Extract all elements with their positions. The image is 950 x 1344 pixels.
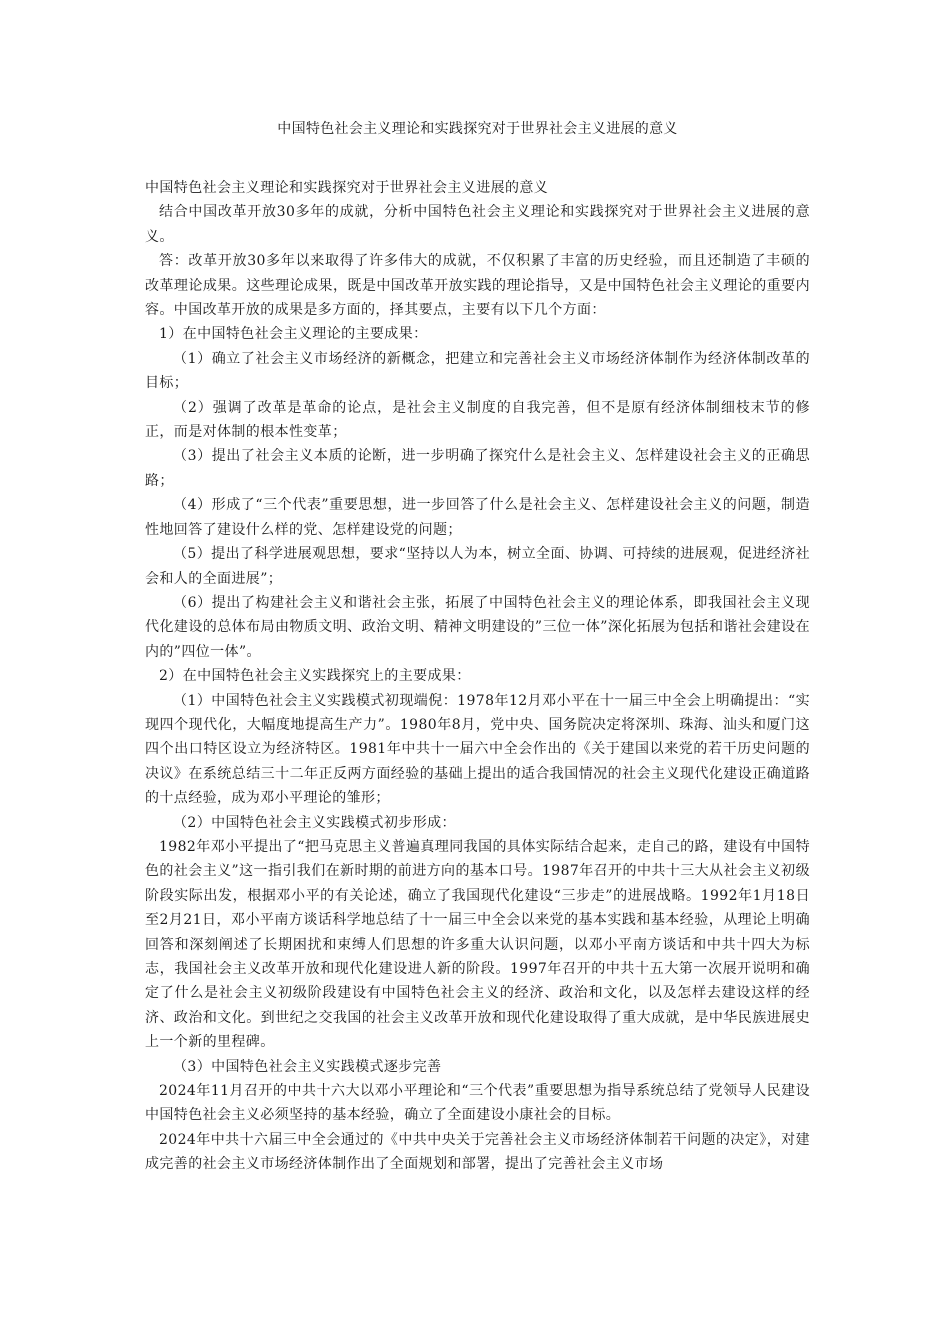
document-heading: 中国特色社会主义理论和实践探究对于世界社会主义进展的意义 (145, 180, 549, 196)
section1-item: （5）提出了科学进展观思想，要求“坚持以人为本，树立全面、协调、可持续的进展观，促进经济社会和人的全面进展”； (145, 546, 810, 587)
section2-heading: 2）在中国特色社会主义实践探究上的主要成果： (159, 668, 471, 685)
section2-item-2-heading: （2）中国特色社会主义实践模式初步形成： (173, 814, 456, 831)
section1-item: （6）提出了构建社会主义和谐社会主张，拓展了中国特色社会主义的理论体系，即我国社会主义现代化建设的总体布局由物质文明、政治文明、精神文明建设的”三位一体”深化拓展为包括和谐社会建设在内的”四位一体”。 (145, 594, 810, 660)
section2-item-3-paragraph: 2024年中共十六届三中全会通过的《中共中央关于完善社会主义市场经济体制若干问题的决定》，对建成完善的社会主义市场经济体制作出了全面规划和部署，提出了完善社会主义市场 (145, 1131, 810, 1173)
section2-item-2-body: 1982年邓小平提出了“把马克思主义普遍真理同我国的具体实际结合起来，走自己的路，建设有中国特色的社会主义”这一指引我们在新时期的前进方向的基本口号。1987年召开的中共十三大从社会主义初级阶段实际出发，根据邓小平的有关论述，确立了我国现代化建设“三步走”的进展战略。1992年1月18日至2月21日，邓小平南方谈话科学地总结了十一届三中全会以来党的基本实践和基本经验，从理论上明确回答和深刻阐述了长期困扰和束缚人们思想的许多重大认识问题，以邓小平南方谈话和中共十四大为标志，我国社会主义改革开放和现代化建设进人新的阶段。1997年召开的中共十五大第一次展开说明和确定了什么是社会主义初级阶段建设有中国特色社会主义的经济、政治和文化，以及怎样去建设这样的经济、政治和文化。到世纪之交我国的社会主义改革开放和现代化建设取得了重大成就，是中华民族进展史上一个新的里程碑。 (145, 838, 810, 1051)
section1-item: （3）提出了社会主义本质的论断，进一步明确了探究什么是社会主义、怎样建设社会主义的正确思路； (145, 448, 810, 489)
answer-intro-paragraph: 答：改革开放30多年以来取得了许多伟大的成就，不仅积累了丰富的历史经验，而且还制造了丰硕的改革理论成果。这些理论成果，既是中国改革开放实践的理论指导，又是中国特色社会主义理论的重要内容。中国改革开放的成果是多方面的，择其要点，主要有以下几个方面： (145, 253, 810, 319)
section1-heading: 1）在中国特色社会主义理论的主要成果： (159, 326, 428, 343)
section2-item-3-paragraph: 2024年11月召开的中共十六大以邓小平理论和“三个代表”重要思想为指导系统总结了党领导人民建设中国特色社会主义必须坚持的基本经验，确立了全面建设小康社会的目标。 (145, 1083, 810, 1124)
section1-item: （1）确立了社会主义市场经济的新概念，把建立和完善社会主义市场经济体制作为经济体制改革的目标； (145, 350, 810, 392)
question-paragraph: 结合中国改革开放30多年的成就，分析中国特色社会主义理论和实践探究对于世界社会主义进展的意义。 (145, 204, 810, 245)
section1-item: （2）强调了改革是革命的论点，是社会主义制度的自我完善，但不是原有经济体制细枝末节的修正，而是对体制的根本性变革； (145, 399, 810, 441)
section2-item-1: （1）中国特色社会主义实践模式初现端倪：1978年12月邓小平在十一届三中全会上明确提出：“实现四个现代化，大幅度地提高生产力”。1980年8月，党中央、国务院决定将深圳、珠海、汕头和厦门这四个出口特区设立为经济特区。1981年中共十一届六中全会作出的《关于建国以来党的若干历史问题的决议》在系统总结三十二年正反两方面经验的基础上提出的适合我国情况的社会主义现代化建设正确道路的十点经验，成为邓小平理论的雏形； (145, 692, 810, 807)
section1-item: （4）形成了“三个代表”重要思想，进一步回答了什么是社会主义、怎样建设社会主义的问题，制造性地回答了建设什么样的党、怎样建设党的问题； (145, 497, 810, 538)
document-page (145, 118, 810, 1177)
section2-item-3-heading: （3）中国特色社会主义实践模式逐步完善 (173, 1058, 442, 1075)
document-title: 中国特色社会主义理论和实践探究对于世界社会主义进展的意义 (277, 121, 678, 137)
